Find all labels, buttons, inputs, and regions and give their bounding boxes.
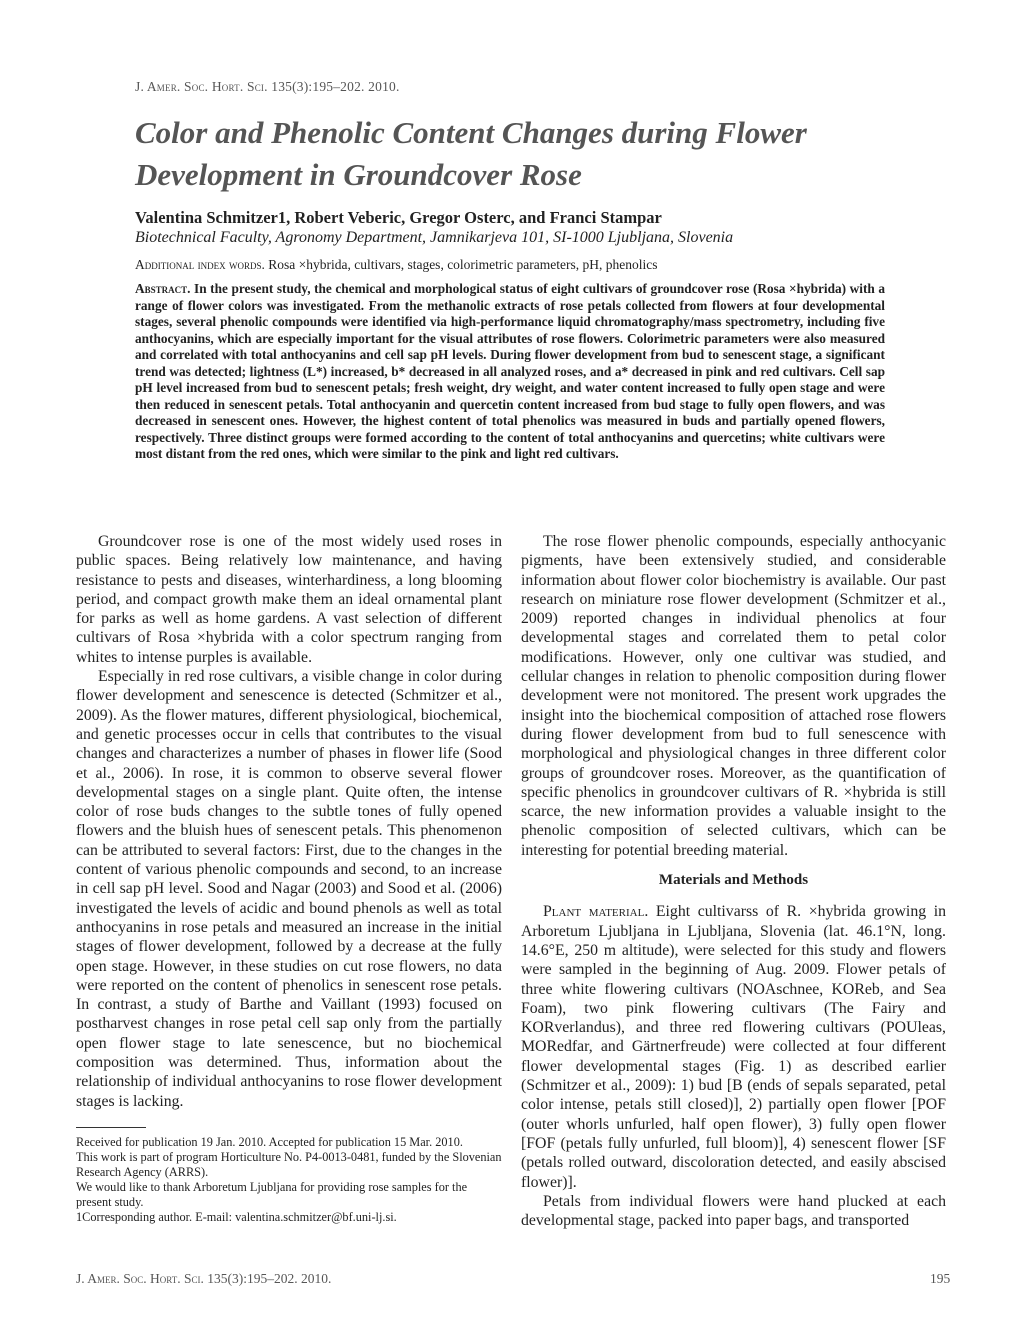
plant-material-label: Plant material. <box>543 903 649 921</box>
journal-header: J. Amer. Soc. Hort. Sci. 135(3):195–202. 2010. <box>135 79 400 94</box>
footnote-thanks: We would like to thank Arboretum Ljubljana for providing rose samples for the present study. <box>76 1180 468 1209</box>
plant-material-paragraph <box>521 902 946 1191</box>
intro-paragraph-1: Groundcover rose is one of the most widely used roses in public spaces. Being relatively low maintenance, and having resistance to pests and diseases, winterhardiness, a long blooming period, and compact growth make them an ideal ornamental plant for parks as well as home gardens. A vast selection of different cultivars of Rosa ×hybrida with a color spectrum ranging from whites to intense purples is available. <box>76 533 502 666</box>
right-column <box>521 532 946 1230</box>
footnote-received: Received for publication 19 Jan. 2010. Accepted for publication 15 Mar. 2010. <box>76 1135 463 1149</box>
footnote-corresponding: 1Corresponding author. E-mail: valentina.schmitzer@bf.uni-lj.si. <box>76 1210 397 1224</box>
index-words-text: Rosa ×hybrida, cultivars, stages, colorimetric parameters, pH, phenolics <box>268 257 658 272</box>
methods-paragraph-2: Petals from individual flowers were hand plucked at each developmental stage, packed into paper bags, and transported <box>521 1192 946 1230</box>
intro-paragraph-3: The rose flower phenolic compounds, especially anthocyanic pigments, have been extensively studied, and considerable information about flower color biochemistry is available. Our past research on miniature rose flower development (Schmitzer et al., 2009) reported changes in individual phenolics at four developmental stages and correlated them to petal color modifications. However, only one cultivar was studied, and cellular changes in relation to phenolic composition during flower development were not monitored. The present work upgrades the insight into the biochemical composition of attached rose flowers during flower development from bud to full senescence with morphological and physiological changes in three different color groups of groundcover roses. Moreover, as the quantification of specific phenolics in groundcover cultivars of R. ×hybrida is still scarce, the new information provides a valuable insight to the phenolic composition of selected cultivars, which can be interesting for potential breeding material. <box>521 533 946 859</box>
section-heading: Materials and Methods <box>658 872 809 889</box>
abstract <box>135 281 885 463</box>
footer-journal: J. Amer. Soc. Hort. Sci. 135(3):195–202. 2010. <box>76 1271 332 1286</box>
footnotes <box>76 1135 502 1225</box>
left-column <box>76 532 502 1111</box>
intro-paragraph-2: Especially in red rose cultivars, a visible change in color during flower development and senescence is detected (Schmitzer et al., 2009). As the flower matures, different physiological, biochemical, and genetic processes occur in cells that contributes to the visual changes and characterizes a number of phases in flower life (Sood et al., 2006). In rose, it is common to observe several flower developmental stages on a single plant. Quite often, the intense color of rose buds changes to the subtle tones of fully opened flowers and the bluish hues of senescent petals. This phenomenon can be attributed to several factors: First, due to the changes in the content of various phenolic compounds and second, to an increase in cell sap pH level. Sood and Nagar (2003) and Sood et al. (2006) investigated the levels of acidic and bound phenols as well as total anthocyanins in rose petals and measured an increase in the initial stages of flower development, followed by a decrease at the fully open stage. However, in these studies on cut rose flowers, no data were reported on the content of phenolics in senescent rose petals. In contrast, a study of Barthe and Vaillant (1993) focused on postharvest changes in rose petal cell sap only from the partially open flower stage to late senescence, but no biochemical composition was determined. Thus, information about the relationship of individual anthocyanins to rose flower development stages is lacking. <box>76 668 502 1110</box>
footnote-divider <box>76 1127 146 1128</box>
abstract-label: Abstract. <box>135 281 191 296</box>
article-title: Color and Phenolic Content Changes during Flower Development in Groundcover Rose <box>135 115 807 192</box>
page-number: 195 <box>930 1271 951 1286</box>
index-words-label: Additional index words. <box>135 257 265 272</box>
plant-material-text: Eight cultivarss of R. ×hybrida growing in Arboretum Ljubljana in Ljubljana, Slovenia (lat. 46.1°N, long. 14.6°E, 250 m altitude), were selected for this study and flowers were sampled in the beginning of Aug. 2009. Flower petals of three white flowering cultivars (NOAschnee, KOReb, and Sea Foam), two pink flowering cultivars (The Fairy and KORverlandus), and three red flowering cultivars (POUleas, MORedfar, and Gärtnerfreude) were collected at four different flower developmental stages (Fig. 1) as described earlier (Schmitzer et al., 2009): 1) bud [B (ends of sepals separated, petal color intense, petals still closed)], 2) partially open flower [POF (outer whorls unfurled, half open flower), 3) fully open flower [FOF (petals fully unfurled, full bloom)], 4) senescent flower [SF (petals rolled outward, discoloration detected, and easily abscised flower)]. <box>521 903 947 1191</box>
footnote-funding: This work is part of program Horticulture No. P4-0013-0481, funded by the Slovenian Research Agency (ARRS). <box>76 1150 502 1179</box>
index-words <box>135 257 895 273</box>
affiliation: Biotechnical Faculty, Agronomy Department, Jamnikarjeva 101, SI-1000 Ljubljana, Slovenia <box>135 229 734 246</box>
authors: Valentina Schmitzer1, Robert Veberic, Gregor Osterc, and Franci Stampar <box>135 208 662 227</box>
abstract-text: In the present study, the chemical and morphological status of eight cultivars of groundcover rose (Rosa ×hybrida) with a range of flower colors was investigated. From the methanolic extracts of rose petals collected from flowers at four developmental stages, several phenolic compounds were identified via high-performance liquid chromatography/mass spectrometry, including five anthocyanins, which are especially important for the visual attributes of rose flowers. Colorimetric parameters were also measured and correlated with total anthocyanins and cell sap pH levels. During flower development from bud to senescent stage, a significant trend was detected; lightness (L*) increased, b* decreased in all analyzed roses, and a* decreased in pink and red cultivars. Cell sap pH level increased from bud to senescent petals; fresh weight, dry weight, and water content increased to fully open stage and were then reduced in senescent petals. Total anthocyanin and quercetin content increased from bud stage to fully open flowers, and was decreased in senescent ones. However, the highest content of total phenolics was measured in buds and partially opened flowers, respectively. Three distinct groups were formed according to the content of total anthocyanins and quercetins; white cultivars were most distant from the red ones, which were similar to the pink and light red cultivars. <box>135 281 885 461</box>
